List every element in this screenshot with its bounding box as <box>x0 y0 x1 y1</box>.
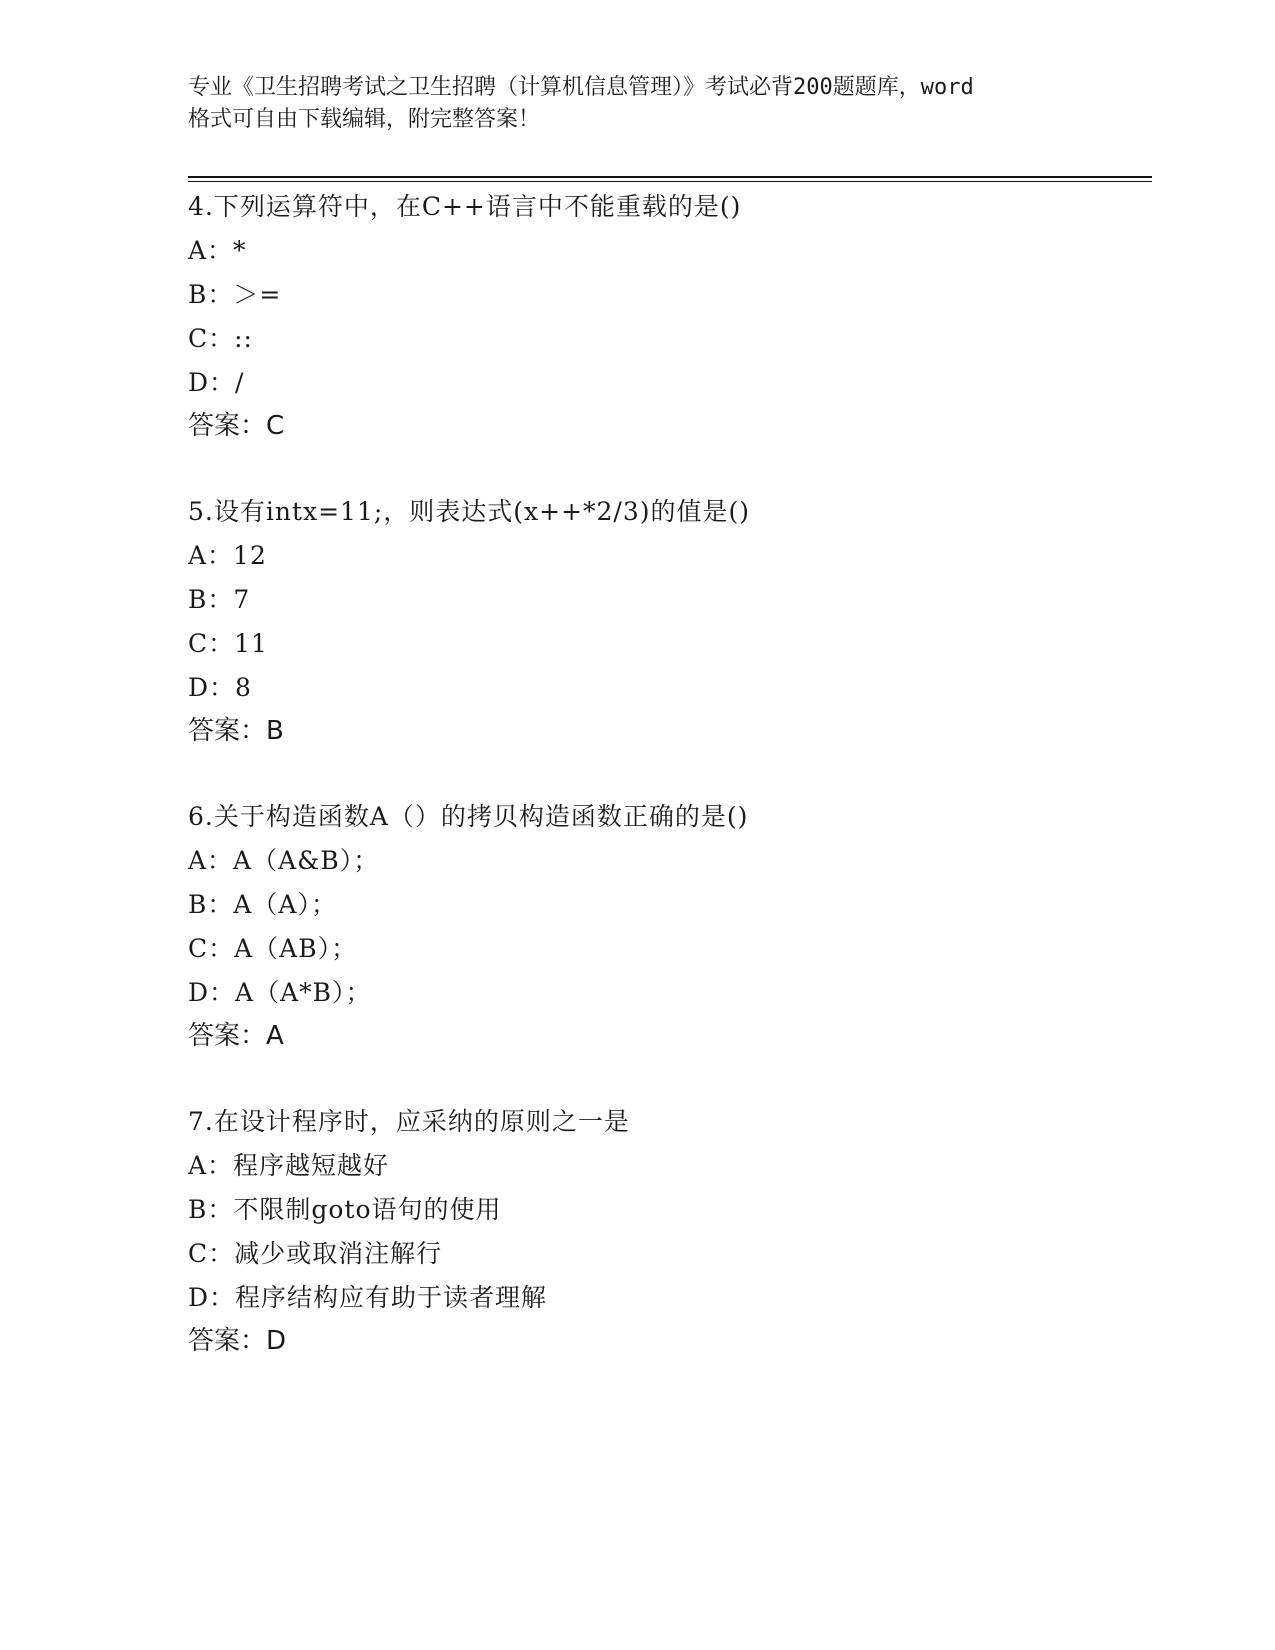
option-b: B：7 <box>188 585 251 614</box>
question-title: 4.下列运算符中，在C++语言中不能重载的是() <box>188 192 742 221</box>
option-a: A：程序越短越好 <box>188 1151 390 1180</box>
option-c: C：A（AB）； <box>188 934 358 963</box>
option-b: B：不限制goto语句的使用 <box>188 1195 502 1224</box>
document-header <box>188 72 1088 136</box>
option-b: B：＞= <box>188 280 282 309</box>
header-divider-thin <box>188 181 1152 182</box>
answer-text: 答案：B <box>188 716 284 746</box>
answer-text: 答案：D <box>188 1326 287 1356</box>
question-title: 7.在设计程序时，应采纳的原则之一是 <box>188 1107 630 1136</box>
question-title: 6.关于构造函数A（）的拷贝构造函数正确的是() <box>188 802 749 831</box>
option-c: C：11 <box>188 629 268 658</box>
option-d: D：8 <box>188 673 252 702</box>
option-a: A：* <box>188 236 247 265</box>
answer-text: 答案：C <box>188 411 285 441</box>
header-divider-thick <box>188 176 1152 178</box>
option-a: A：A（A&B）； <box>188 846 380 875</box>
option-d: D：程序结构应有助于读者理解 <box>188 1283 548 1312</box>
option-d: D：A（A*B）； <box>188 978 372 1007</box>
question-title: 5.设有intx=11;，则表达式(x++*2/3)的值是() <box>188 497 751 526</box>
option-a: A：12 <box>188 541 267 570</box>
option-b: B：A（A）； <box>188 890 337 919</box>
option-d: D：/ <box>188 368 245 397</box>
option-c: C：:: <box>188 324 253 353</box>
option-c: C：减少或取消注解行 <box>188 1239 443 1268</box>
header-line-1: 专业《卫生招聘考试之卫生招聘（计算机信息管理）》考试必背200题题库，word <box>188 75 974 100</box>
answer-text: 答案：A <box>188 1021 284 1051</box>
header-line-2: 格式可自由下载编辑，附完整答案！ <box>188 107 541 132</box>
